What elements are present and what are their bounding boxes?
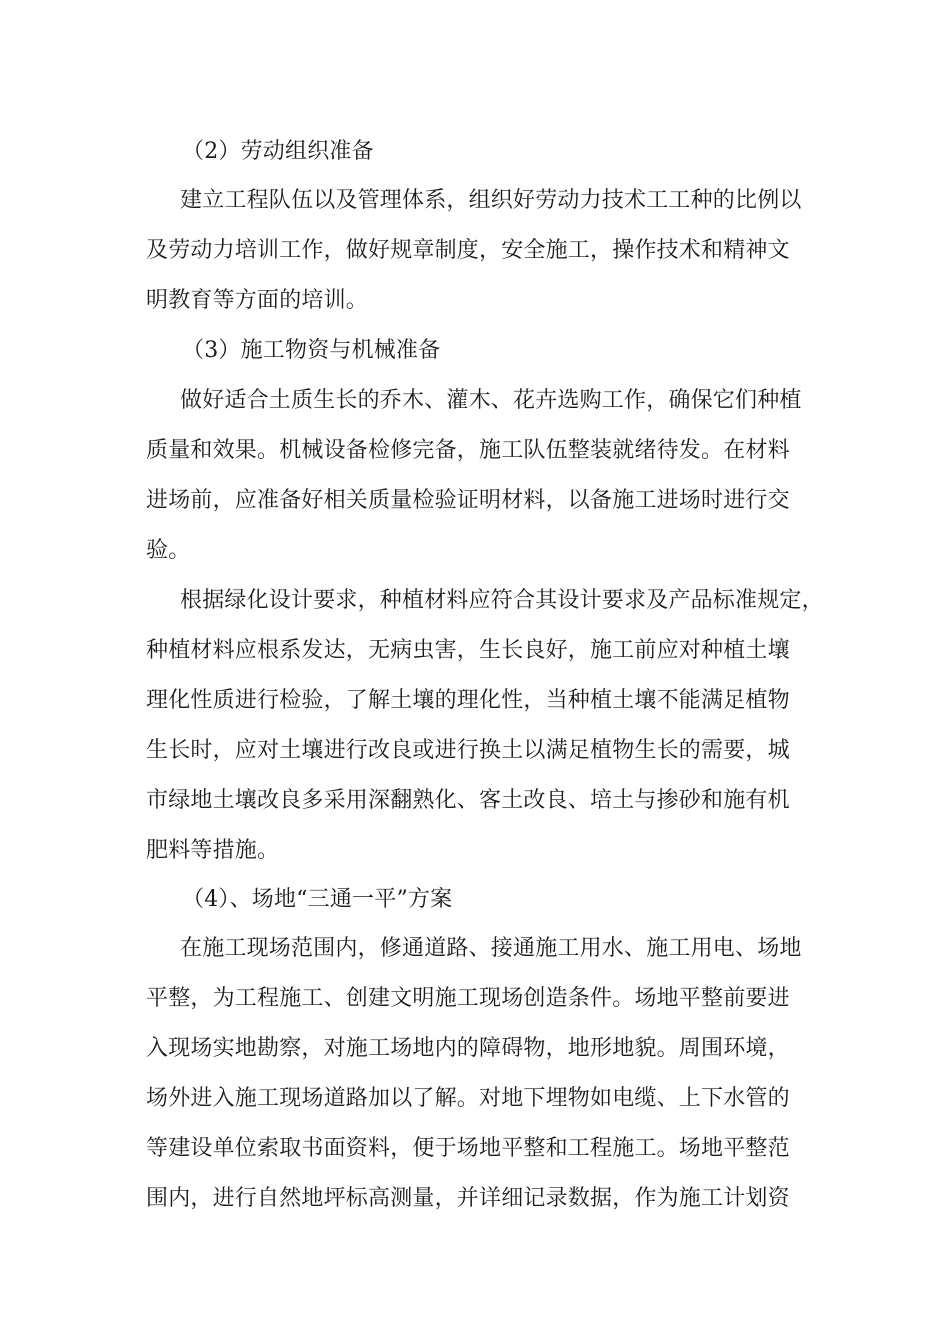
paragraph-line: 市绿地土壤改良多采用深翻熟化、客土改良、培土与掺砂和施有机	[146, 788, 790, 813]
paragraph-line: 进场前，应准备好相关质量检验证明材料，以备施工进场时进行交	[146, 488, 790, 513]
heading-materials-machinery: （3）施工物资与机械准备	[182, 338, 441, 363]
paragraph-line: 等建设单位索取书面资料，便于场地平整和工程施工。场地平整范	[146, 1136, 790, 1161]
paragraph-line: 场外进入施工现场道路加以了解。对地下埋物如电缆、上下水管的	[146, 1086, 790, 1111]
paragraph-line: 验。	[146, 538, 191, 563]
paragraph-line: 理化性质进行检验，了解土壤的理化性，当种植土壤不能满足植物	[146, 688, 790, 713]
paragraph-line: 及劳动力培训工作，做好规章制度，安全施工，操作技术和精神文	[146, 238, 790, 263]
paragraph-line: 平整，为工程施工、创建文明施工现场创造条件。场地平整前要进	[146, 986, 790, 1011]
paragraph-line: 种植材料应根系发达，无病虫害，生长良好，施工前应对种植土壤	[146, 638, 790, 663]
paragraph-line: 围内，进行自然地坪标高测量，并详细记录数据，作为施工计划资	[146, 1186, 790, 1211]
paragraph-line: 质量和效果。机械设备检修完备，施工队伍整装就绪待发。在材料	[146, 438, 790, 463]
paragraph-line: 建立工程队伍以及管理体系，组织好劳动力技术工工种的比例以	[180, 188, 802, 213]
heading-site-preparation: （4）、场地“三通一平”方案	[182, 887, 453, 912]
paragraph-line: 做好适合土质生长的乔木、灌木、花卉选购工作，确保它们种植	[180, 388, 802, 413]
heading-labor-organization: （2）劳动组织准备	[182, 139, 374, 164]
paragraph-line: 肥料等措施。	[146, 838, 280, 863]
paragraph-line: 在施工现场范围内，修通道路、接通施工用水、施工用电、场地	[180, 936, 802, 961]
paragraph-line: 生长时，应对土壤进行改良或进行换土以满足植物生长的需要，城	[146, 738, 790, 763]
paragraph-line: 入现场实地勘察，对施工场地内的障碍物，地形地貌。周围环境，	[146, 1036, 790, 1061]
paragraph-line: 明教育等方面的培训。	[146, 288, 369, 313]
paragraph-line: 根据绿化设计要求，种植材料应符合其设计要求及产品标准规定，	[180, 588, 824, 613]
